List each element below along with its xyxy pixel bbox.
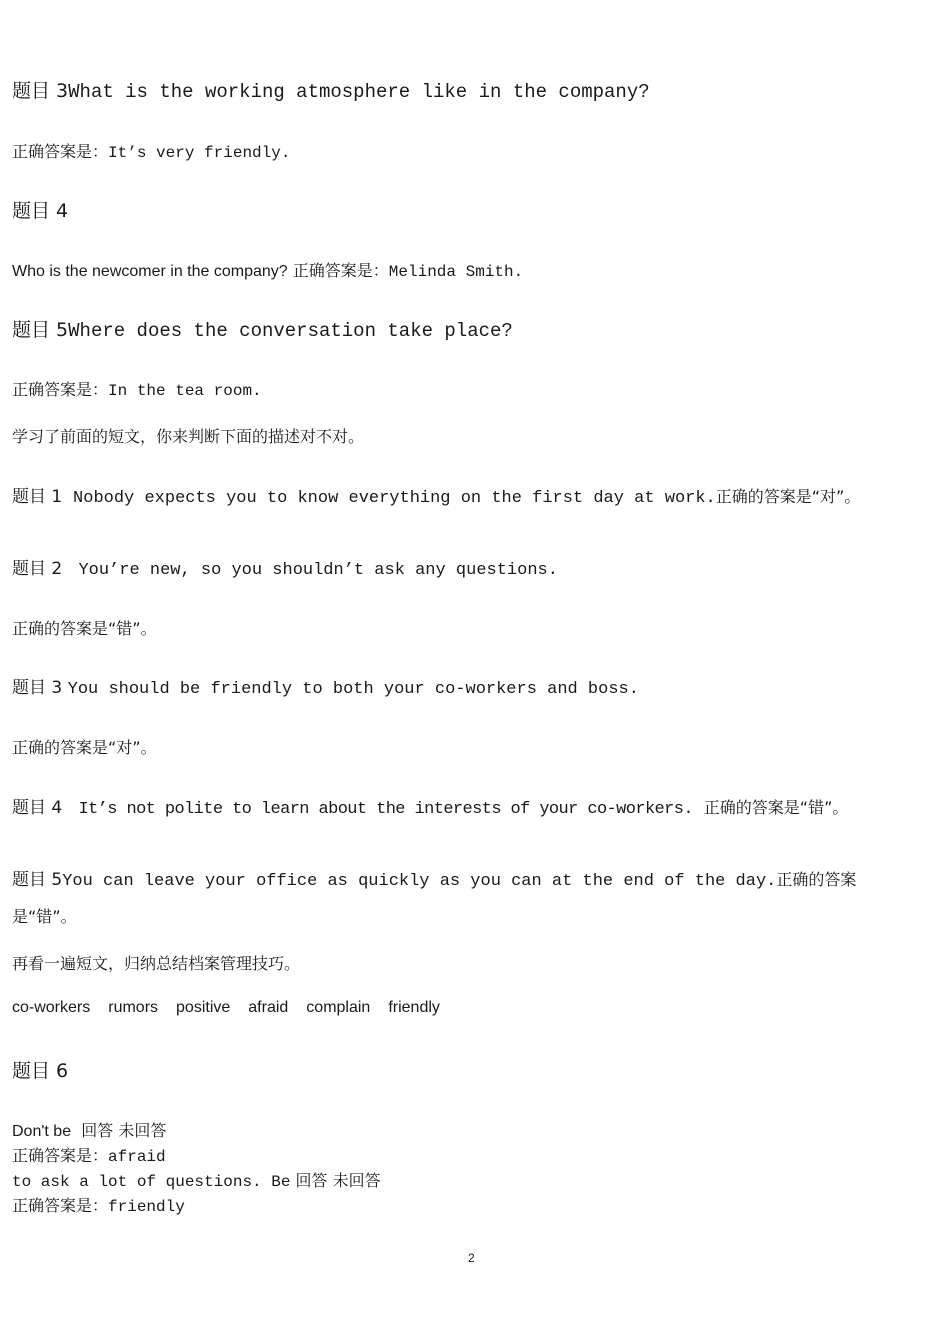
question-4-line (12, 258, 523, 281)
question-5-label: 题目 5 (12, 319, 69, 341)
word-bank-item: co-workers (12, 999, 91, 1016)
judge-3-statement: You should be friendly to both your co-workers and boss. (67, 680, 639, 699)
judge-4-statement: It’s not polite to learn about the interests of your co-workers. (78, 800, 693, 819)
judge-1-answer: 正确的答案是“对”。 (715, 487, 861, 506)
judge-5-line (12, 865, 856, 891)
question-3-answer-line (12, 139, 290, 162)
answer-label: 正确答案是： (12, 1146, 109, 1165)
judge-5-answer-part2: 是“错”。 (12, 907, 77, 926)
question-3-line (12, 76, 650, 103)
answer-status[interactable]: 回答 未回答 (295, 1171, 381, 1190)
answer-label: 正确答案是： (292, 261, 389, 280)
judge-3-label: 题目 3 (12, 678, 63, 698)
judge-1-line (12, 482, 860, 508)
question-5-line (12, 315, 513, 342)
summary-intro: 再看一遍短文，归纳总结档案管理技巧。 (12, 954, 301, 973)
question-5-text: Where does the conversation take place? (68, 320, 513, 342)
q6-blank-1-line (12, 1118, 166, 1141)
question-4-label: 题目 4 (12, 200, 69, 222)
answer-label: 正确答案是： (12, 1196, 109, 1215)
q6-blank-1-prefix: Don't be (12, 1123, 72, 1140)
judge-4-answer: 正确的答案是“错”。 (703, 798, 849, 817)
question-3-text: What is the working atmosphere like in the company? (68, 81, 650, 103)
answer-label: 正确答案是： (12, 142, 109, 161)
judge-2-line (12, 554, 558, 580)
answer-status[interactable]: 回答 未回答 (81, 1121, 167, 1140)
judge-intro: 学习了前面的短文，你来判断下面的描述对不对。 (12, 427, 365, 446)
judge-1-statement: Nobody expects you to know everything on the first day at work. (73, 489, 716, 508)
question-6-label: 题目 6 (12, 1060, 69, 1082)
word-bank-item: complain (306, 999, 371, 1016)
q6-answer-1: afraid (108, 1148, 166, 1166)
q6-blank-2-line (12, 1168, 381, 1191)
judge-2-label: 题目 2 (12, 559, 63, 579)
question-5-answer: In the tea room. (108, 382, 262, 400)
q6-answer-2-line (12, 1193, 185, 1216)
q6-answer-2: friendly (108, 1198, 185, 1216)
judge-3-line (12, 673, 639, 699)
judge-4-label: 题目 4 (12, 798, 63, 818)
question-5-answer-line (12, 377, 262, 400)
judge-2-statement: You’re new, so you shouldn’t ask any questions. (78, 561, 558, 580)
question-3-label: 题目 3 (12, 80, 69, 102)
question-4-answer: Melinda Smith. (388, 263, 524, 281)
word-bank-item: friendly (388, 999, 440, 1016)
word-bank (12, 999, 458, 1017)
judge-5-statement: You can leave your office as quickly as you can at the end of the day. (62, 872, 777, 891)
question-4-text: Who is the newcomer in the company? (12, 263, 288, 280)
word-bank-item: rumors (108, 999, 159, 1016)
q6-blank-2-prefix: to ask a lot of questions. Be (12, 1173, 291, 1191)
q6-answer-1-line (12, 1143, 166, 1166)
judge-1-label: 题目 1 (12, 487, 63, 507)
judge-5-answer-part1: 正确的答案 (776, 870, 857, 889)
page-number: 2 (468, 1251, 475, 1265)
judge-4-line (12, 793, 848, 819)
judge-3-answer: 正确的答案是“对”。 (12, 738, 157, 757)
judge-5-label: 题目 5 (12, 870, 63, 890)
word-bank-item: positive (176, 999, 231, 1016)
question-3-answer: It’s very friendly. (108, 144, 291, 162)
answer-label: 正确答案是： (12, 380, 109, 399)
judge-2-answer: 正确的答案是“错”。 (12, 619, 157, 638)
word-bank-item: afraid (248, 999, 289, 1016)
